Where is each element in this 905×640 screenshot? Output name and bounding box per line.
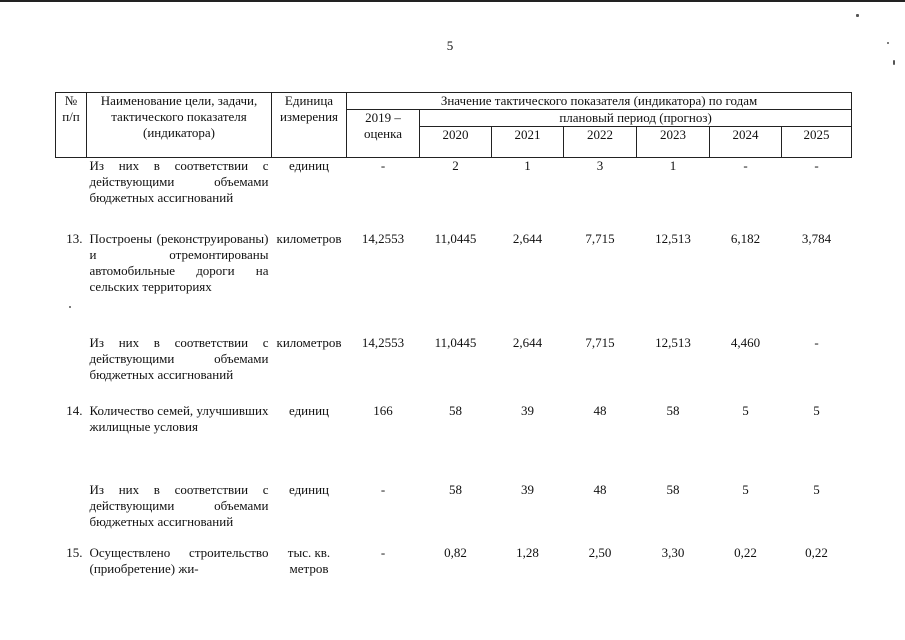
table-body [56,158,852,585]
row-estimate: 14,2553 [361,334,405,350]
row-unit: единиц [288,481,330,497]
row-value: - [814,158,819,173]
row-value: 11,0445 [434,334,477,350]
table-row [56,335,852,403]
scan-speck [856,14,859,17]
row-number [56,335,87,403]
row-value: 12,513 [655,334,691,350]
row-value: 3 [596,158,604,173]
row-unit: единиц [288,402,330,418]
row-number [56,482,87,545]
row-value: 5 [742,402,749,418]
row-value: 58 [666,481,680,497]
row-value: 3,30 [661,544,685,560]
row-value: 58 [449,481,462,497]
row-estimate: - [380,544,386,560]
row-value: 1,28 [516,544,539,560]
row-value: 48 [593,481,607,497]
row-unit: километров [276,230,342,246]
row-estimate: - [380,158,386,173]
row-name: Осуществлено строительство (приобретение) жи- [89,544,269,576]
row-value: 5 [742,481,749,497]
table-row [56,403,852,482]
row-value: - [814,334,819,350]
page-number: 5 [446,38,454,53]
scan-speck [893,60,895,65]
row-value: 3,784 [801,230,832,246]
header-year: 2024 [710,127,782,158]
row-value: 12,513 [655,230,691,246]
header-estimate: 2019 – оценка [347,110,420,158]
row-value: 6,182 [730,230,761,246]
row-value: 58 [666,402,680,418]
indicators-table [55,92,852,585]
table-row [56,231,852,335]
row-unit: километров [276,334,342,350]
row-value: 48 [593,402,607,418]
header-name: Наименование цели, задачи, тактического показателя (индикатора) [87,93,272,158]
row-value: 39 [521,481,534,497]
header-year: 2020 [420,127,492,158]
row-name: Построены (реконструированы) и отремонтированы автомобильные дороги на сельских территориях [89,230,269,294]
row-name: Из них в соответствии с действующими объемами бюджетных ассигнований [89,334,269,382]
top-border-line [0,0,905,2]
scan-speck [887,42,889,44]
row-value: 11,0445 [434,230,477,246]
header-year: 2022 [564,127,637,158]
row-number: 15. [66,544,83,560]
row-unit: тыс. кв. метров [287,544,331,576]
header-year: 2023 [637,127,710,158]
row-value: 0,22 [805,544,828,560]
row-value: - [743,158,748,173]
header-plan-period: плановый период (прогноз) [420,110,852,127]
row-value: 7,715 [585,230,615,246]
row-value: 4,460 [730,334,761,350]
table-row [56,545,852,585]
header-year: 2025 [782,127,852,158]
row-value: 5 [813,402,820,418]
row-number: 13. [66,230,83,246]
row-value: 2,50 [588,544,612,560]
header-values: Значение тактического показателя (индикатора) по годам [347,93,852,110]
row-unit: единиц [288,158,330,173]
table-row [56,158,852,231]
row-estimate: - [380,481,386,497]
row-value: 58 [449,402,462,418]
row-name: Количество семей, улучшивших жилищные условия [89,402,269,434]
row-estimate: 14,2553 [361,230,405,246]
table-row [56,482,852,545]
header-unit: Единица измерения [272,93,347,158]
row-name: Из них в соответствии с действующими объемами бюджетных ассигнований [89,158,269,205]
row-value: 7,715 [585,334,615,350]
row-value: 0,82 [444,544,467,560]
row-number [56,158,87,231]
row-value: 2,644 [512,230,543,246]
header-number: № п/п [56,93,87,158]
row-value: 1 [524,158,531,173]
row-value: 1 [669,158,677,173]
row-value: 5 [813,481,820,497]
row-value: 39 [521,402,534,418]
table-header [56,93,852,158]
row-value: 2 [452,158,459,173]
header-year: 2021 [492,127,564,158]
row-value: 2,644 [512,334,543,350]
row-value: 0,22 [734,544,757,560]
row-number: 14. [66,402,83,418]
row-name: Из них в соответствии с действующими объемами бюджетных ассигнований [89,481,269,529]
row-estimate: 166 [373,402,393,418]
